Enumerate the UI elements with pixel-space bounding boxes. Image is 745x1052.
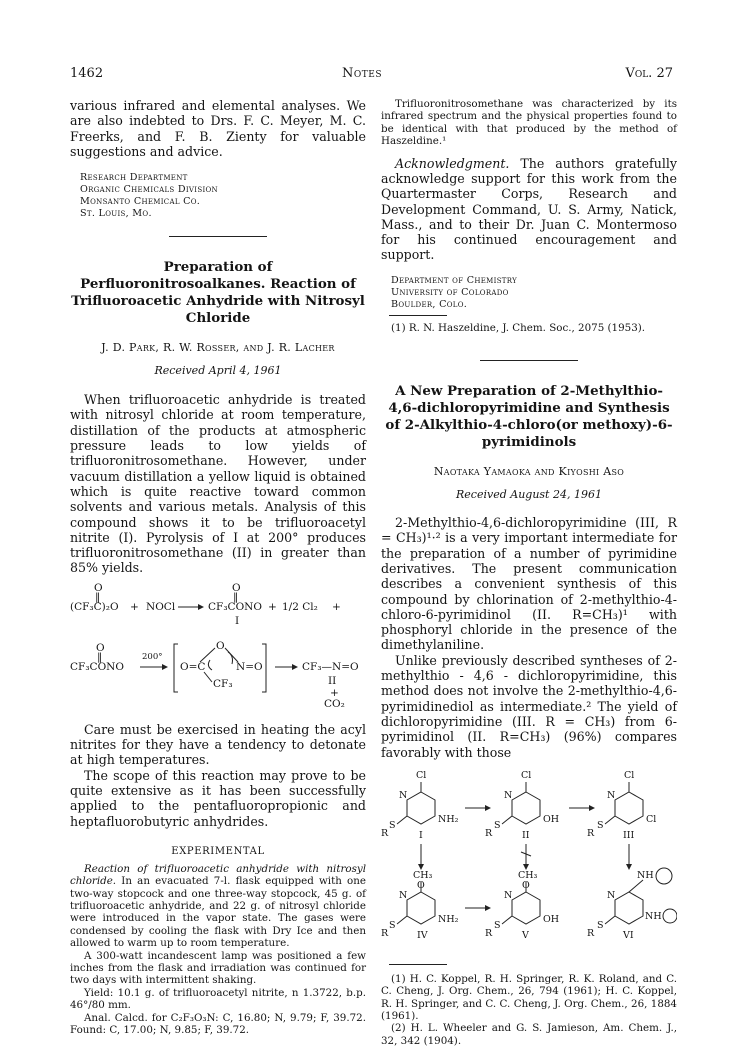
- oxygen-label: O: [522, 879, 530, 891]
- alkyl-r: R: [587, 827, 595, 839]
- right-column: [381, 98, 677, 1047]
- affiliation-line: Organic Chemicals Division: [80, 184, 218, 196]
- double-bond: ‖: [95, 590, 101, 603]
- reactant-anhydride: (CF₃C)₂O: [70, 600, 119, 613]
- carbonyl-o: O: [232, 581, 241, 594]
- methyl-label: CH₃: [518, 869, 538, 881]
- running-head: Notes: [342, 66, 382, 81]
- alkyl-r: R: [381, 927, 389, 939]
- sulfur-label: S: [494, 819, 501, 831]
- hydroxyl-group: OH: [543, 813, 560, 825]
- volume-label: Vol. 27: [625, 66, 673, 81]
- double-bond: ‖: [233, 590, 239, 603]
- sulfur-label: S: [389, 919, 396, 931]
- left-column: [70, 98, 366, 1037]
- ring-nitrogen: N: [607, 889, 616, 901]
- product-nitrite: CF₃CONO: [208, 600, 262, 613]
- chloro-label: Cl: [624, 769, 635, 781]
- product-nitroso: CF₃—N=O: [302, 660, 359, 673]
- experimental-lead: Reaction of trifluoroacetic anhydride with nitrosyl chloride.: [70, 862, 366, 888]
- experimental-paragraph: [70, 863, 366, 950]
- plus-sign: +: [130, 600, 139, 613]
- plus-sign: +: [268, 600, 277, 613]
- paragraph: 2-Methylthio-4,6-dichloropyrimidine (III, R = CH₃)¹·² is a very important intermediate for the preparation of a number of pyrimidine derivatives. The present communication describes a convenient synthesis of this compound by chlorination of 2-methylthio-4-chloro-6-pyrimidinol (II. R=CH₃)¹ with phosphoryl chloride in the presence of the dimethylaniline.: [381, 515, 677, 653]
- oxygen-label: O: [417, 879, 425, 891]
- plus-sign: +: [332, 600, 341, 613]
- footnote: (1) R. N. Haszeldine, J. Chem. Soc., 2075 (1953).: [391, 321, 646, 334]
- carbonyl-o: O: [96, 641, 105, 654]
- compound-label-II: II: [328, 674, 337, 687]
- paragraph: When trifluoroacetic anhydride is treated with nitrosyl chloride at room temperature, distillation of the products at atmospheric pressure leads to low yields of trifluoronitrosomethane. However, under vacuum distillation a yellow liquid is obtained which is quite reactive toward common solvents and various metals. Analysis of this compound shows it to be trifluoroacetyl nitrite (I). Pyrolysis of I at 200° produces trifluoronitrosomethane (II) in greater than 85% yields.: [70, 392, 366, 576]
- ring-nitroso: N=O: [236, 660, 263, 673]
- experimental-paragraph: Yield: 10.1 g. of trifluoroacetyl nitrite, n 1.3722, b.p. 46°/80 mm.: [70, 986, 366, 1012]
- footnote: (2) H. L. Wheeler and G. S. Jamieson, Am. Chem. J., 32, 342 (1904).: [381, 1022, 677, 1047]
- experimental-paragraph: Anal. Calcd. for C₂F₃O₃N: C, 16.80; N, 9.79; F, 39.72. Found: C, 17.00; N, 9.85; F, 39.72.: [70, 1011, 366, 1037]
- footnote-rule: [389, 964, 447, 965]
- sulfur-label: S: [494, 919, 501, 931]
- carbonyl-o: O: [94, 581, 103, 594]
- article-authors: Naotaka Yamaoka and Kiyoshi Aso: [433, 465, 625, 479]
- sulfur-label: S: [389, 819, 396, 831]
- temperature-condition: 200°: [142, 651, 163, 662]
- affiliation-block: [70, 172, 366, 220]
- affiliation-line: Department of Chemistry: [391, 274, 518, 286]
- footnote-rule: [389, 315, 447, 316]
- paragraph: Care must be exercised in heating the acyl nitrites for they have a tendency to detonate at high temperatures.: [70, 721, 366, 768]
- affiliation-line: University of Colorado: [391, 286, 509, 298]
- double-bond: ‖: [97, 650, 103, 663]
- sulfur-label: S: [597, 919, 604, 931]
- ring-nitrogen: N: [399, 789, 408, 801]
- pyrimidine-scheme: [381, 770, 677, 956]
- affiliation-block: [381, 275, 677, 311]
- experimental-paragraph: A 300-watt incandescent lamp was positioned a few inches from the flask and irradiation was continued for two days with intermittent shaking.: [70, 949, 366, 987]
- section-divider: [169, 236, 267, 237]
- acknowledgment-lead: Acknowledgment.: [395, 155, 510, 171]
- affiliation-line: Research Department: [80, 172, 188, 184]
- compound-label-III: III: [623, 829, 635, 841]
- acknowledgment-text: The authors gratefully acknowledge support for this work from the Quartermaster Corps, Research and Development Command, U. S. Army, Natick, Mass., and to their Dr. Juan C. Montermoso for his continued encouragement and support.: [381, 155, 677, 263]
- experimental-text: In an evacuated 7-l. flask equipped with one two-way stopcock and one three-way stopcock, 45 g. of trifluoroacetic anhydride, and 22 g. of nitrosyl chloride were introduced in the vapor state. The gases were condensed by cooling the flask with Dry Ice and then allowed to warm up to room temperature.: [70, 875, 366, 950]
- ring-oxygen: O: [216, 639, 225, 652]
- product-co2: CO₂: [324, 697, 345, 710]
- compound-label-VI: VI: [623, 929, 634, 941]
- page-number: 1462: [70, 66, 104, 81]
- compound-label-IV: IV: [417, 929, 428, 941]
- plus-sign: +: [330, 686, 339, 699]
- anilino-label: NH: [637, 869, 654, 881]
- hydroxyl-group: OH: [543, 913, 560, 925]
- alkyl-r: R: [381, 827, 389, 839]
- affiliation-line: Monsanto Chemical Co.: [80, 196, 201, 208]
- chloro-label: Cl: [646, 813, 657, 825]
- ring-nitrogen: N: [399, 889, 408, 901]
- section-divider: [480, 360, 578, 361]
- ring-nitrogen: N: [504, 889, 513, 901]
- reactant-nitrite: CF₃CONO: [70, 660, 124, 673]
- affiliation-line: St. Louis, Mo.: [80, 208, 152, 220]
- alkyl-r: R: [587, 927, 595, 939]
- article-title: Preparation of Perfluoronitrosoalkanes. Reaction of Trifluoroacetic Anhydride with Nitrosyl Chloride: [71, 259, 365, 327]
- ring-nitrogen: N: [504, 789, 513, 801]
- acknowledgment-paragraph: [381, 156, 677, 263]
- affiliation-line: Boulder, Colo.: [391, 298, 468, 310]
- ring-carbonyl: O=C: [180, 660, 206, 673]
- paragraph: The scope of this reaction may prove to be quite extensive as it has been successfully applied to the pentafluoropropionic and heptafluorobutyric anhydrides.: [70, 767, 366, 829]
- alkyl-r: R: [485, 827, 493, 839]
- article-authors: J. D. Park, R. W. Rosser, and J. R. Lacher: [101, 341, 335, 355]
- article-title: A New Preparation of 2-Methylthio-4,6-dichloropyrimidine and Synthesis of 2-Alkylthio-4-chloro(or methoxy)-6-pyrimidinols: [385, 383, 673, 451]
- compound-label-II: II: [522, 829, 530, 841]
- amino-group: NH₂: [438, 813, 459, 825]
- compound-label-I: I: [235, 614, 240, 627]
- compound-label-V: V: [522, 929, 529, 941]
- chloro-label: Cl: [416, 769, 427, 781]
- ring-cf3: CF₃: [213, 677, 233, 690]
- amino-group: NH₂: [438, 913, 459, 925]
- scheme-bonds: [381, 770, 677, 956]
- compound-label-I: I: [419, 829, 423, 841]
- footnote: (1) H. C. Koppel, R. H. Springer, R. K. Roland, and C. C. Cheng, J. Org. Chem., 26, 794 (1961); H. C. Koppel, R. H. Springer, and C. C. Cheng, J. Org. Chem., 26, 1884 (1961).: [381, 972, 677, 1023]
- ring-nitrogen: N: [607, 789, 616, 801]
- received-date: Received August 24, 1961: [456, 488, 602, 502]
- received-date: Received April 4, 1961: [154, 364, 282, 378]
- product-chlorine: 1/2 Cl₂: [282, 600, 318, 613]
- sulfur-label: S: [597, 819, 604, 831]
- chloro-label: Cl: [521, 769, 532, 781]
- carryover-paragraph: Trifluoronitrosomethane was characterized by its infrared spectrum and the physical properties found to be identical with that produced by the method of Haszeldine.¹: [381, 98, 677, 148]
- anilino-label: NH: [645, 910, 662, 922]
- reactant-nocl: NOCl: [146, 600, 176, 613]
- paragraph: Unlike previously described syntheses of 2-methylthio - 4,6 - dichloropyrimidine, this method does not involve the 2-methylthio-4,6-pyrimidinediol as intermediate.² The yield of dichloropyrimidine (III. R = CH₃) from 6-pyrimidinol (II. R=CH₃) (96%) compares favorably with those: [381, 652, 677, 760]
- methyl-label: CH₃: [413, 869, 433, 881]
- section-heading: EXPERIMENTAL: [171, 845, 265, 857]
- reaction-scheme-nitrite: [70, 581, 366, 710]
- alkyl-r: R: [485, 927, 493, 939]
- carryover-paragraph: various infrared and elemental analyses. We are also indebted to Drs. F. C. Meyer, M. C. Freerks, and F. B. Zienty for valuable suggestions and advice.: [70, 98, 366, 159]
